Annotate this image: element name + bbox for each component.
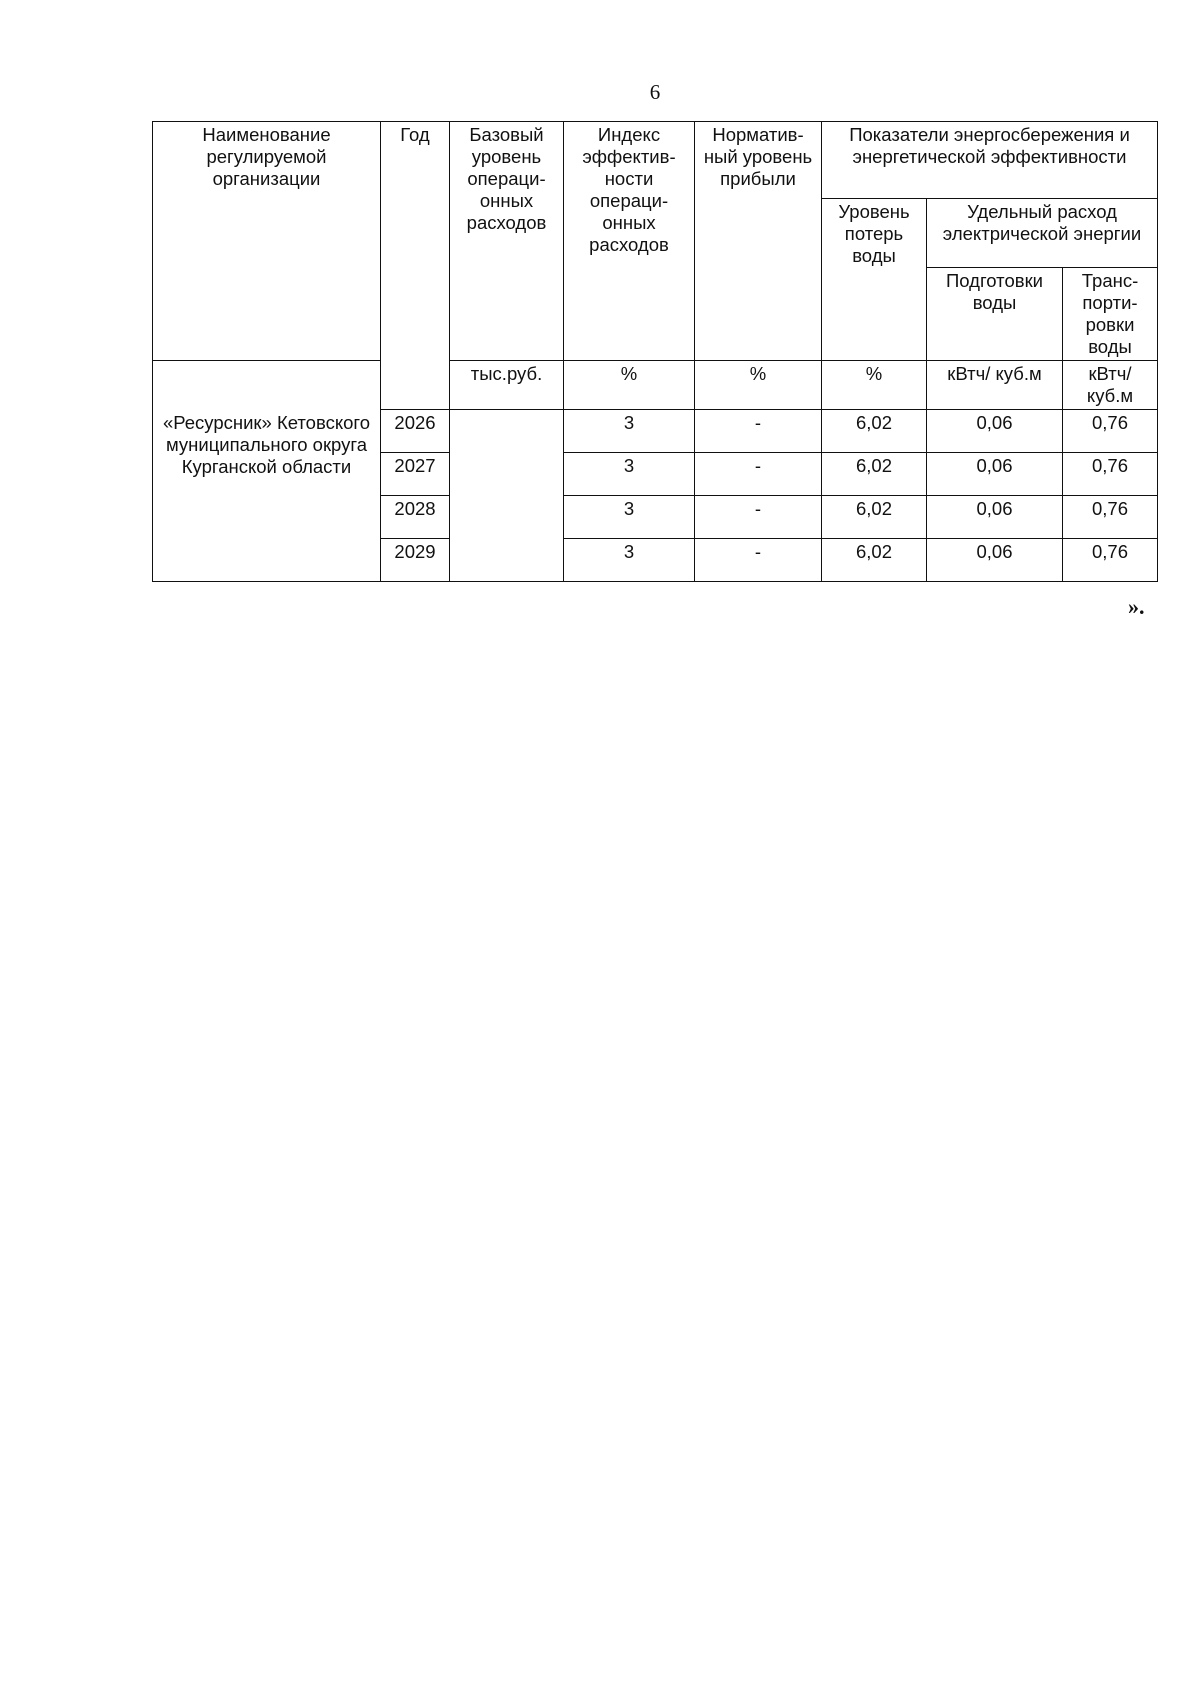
cell-year: 2026 xyxy=(381,410,450,453)
cell-loss: 6,02 xyxy=(822,539,927,582)
cell-index: 3 xyxy=(564,496,695,539)
table-row xyxy=(153,410,1158,453)
cell-profit: - xyxy=(695,539,822,582)
cell-index: 3 xyxy=(564,410,695,453)
unit-water-loss: % xyxy=(822,361,927,410)
header-efficiency-index: Индекс эффектив-ности операци-онных расходов xyxy=(564,122,695,361)
cell-base-level xyxy=(450,410,564,582)
header-organization: Наименование регулируемой организации xyxy=(153,122,381,361)
cell-prep: 0,06 xyxy=(927,410,1063,453)
header-water-preparation: Подготовки воды xyxy=(927,268,1063,361)
cell-loss: 6,02 xyxy=(822,496,927,539)
cell-index: 3 xyxy=(564,539,695,582)
cell-loss: 6,02 xyxy=(822,410,927,453)
cell-year: 2027 xyxy=(381,453,450,496)
closing-quote: ». xyxy=(1128,594,1145,619)
header-energy-indicators: Показатели энергосбережения и энергетической эффективности xyxy=(822,122,1158,199)
cell-profit: - xyxy=(695,410,822,453)
cell-prep: 0,06 xyxy=(927,539,1063,582)
cell-profit: - xyxy=(695,453,822,496)
cell-year: 2029 xyxy=(381,539,450,582)
unit-profit-level: % xyxy=(695,361,822,410)
cell-profit: - xyxy=(695,496,822,539)
cell-transport: 0,76 xyxy=(1063,410,1158,453)
header-water-transport: Транс-порти-ровки воды xyxy=(1063,268,1158,361)
header-specific-consumption: Удельный расход электрической энергии xyxy=(927,199,1158,268)
header-year: Год xyxy=(381,122,450,410)
page-number: 6 xyxy=(649,80,661,104)
cell-prep: 0,06 xyxy=(927,453,1063,496)
cell-prep: 0,06 xyxy=(927,496,1063,539)
header-base-level: Базовый уровень операци-онных расходов xyxy=(450,122,564,361)
cell-transport: 0,76 xyxy=(1063,539,1158,582)
cell-transport: 0,76 xyxy=(1063,496,1158,539)
organization-name: «Ресурсник» Кетовского муниципального округа Курганской области xyxy=(153,410,381,582)
unit-efficiency-index: % xyxy=(564,361,695,410)
unit-base-level: тыс.руб. xyxy=(450,361,564,410)
cell-transport: 0,76 xyxy=(1063,453,1158,496)
units-row xyxy=(153,361,1158,410)
cell-loss: 6,02 xyxy=(822,453,927,496)
unit-water-preparation: кВтч/ куб.м xyxy=(927,361,1063,410)
header-profit-level: Норматив-ный уровень прибыли xyxy=(695,122,822,361)
header-row-1 xyxy=(153,122,1158,199)
cell-year: 2028 xyxy=(381,496,450,539)
org-cell-top xyxy=(153,361,381,410)
header-water-loss: Уровень потерь воды xyxy=(822,199,927,361)
unit-water-transport: кВтч/ куб.м xyxy=(1063,361,1158,410)
cell-index: 3 xyxy=(564,453,695,496)
tariff-indicators-table xyxy=(152,121,1158,582)
